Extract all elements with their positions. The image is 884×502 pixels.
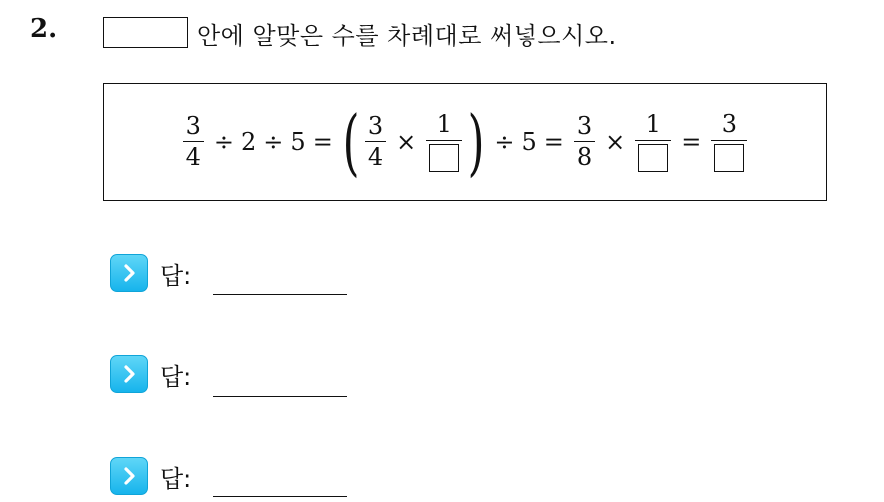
- answer-label: 답:: [160, 362, 192, 391]
- left-paren: (: [342, 100, 360, 184]
- fraction-one-over-blank: 1: [635, 112, 671, 171]
- equals-sign: =: [543, 128, 564, 156]
- blank-square-2[interactable]: [638, 144, 668, 172]
- fraction-one-over-blank: 1: [426, 112, 462, 171]
- question-number: 2.: [30, 14, 58, 44]
- right-paren: ): [467, 100, 485, 184]
- equals-sign: =: [681, 128, 702, 156]
- fraction-three-over-blank: 3: [711, 112, 747, 171]
- answer-row-1: [110, 253, 191, 293]
- equals-sign: =: [312, 128, 333, 156]
- answer-row-3: [110, 456, 191, 496]
- chevron-right-icon: [110, 254, 148, 292]
- fraction-three-fourths: $\frac{3}{4}$: [183, 114, 204, 170]
- equation-box: [103, 83, 827, 201]
- chevron-right-icon: [110, 355, 148, 393]
- number-five: 5: [521, 128, 537, 156]
- number-two: 2: [241, 128, 257, 156]
- answer-label: 답:: [160, 464, 192, 493]
- divide-sign: ÷: [263, 128, 284, 156]
- fraction-three-eighths: $\frac{3}{8}$: [574, 114, 595, 170]
- blank-square-3[interactable]: [714, 144, 744, 172]
- answer-line-1[interactable]: [213, 294, 347, 295]
- divide-sign: ÷: [213, 128, 235, 156]
- divide-sign: ÷: [494, 128, 515, 156]
- question-instruction: 안에 알맞은 수를 차례대로 써넣으시오.: [197, 22, 617, 50]
- times-sign: ×: [396, 128, 417, 156]
- number-five: 5: [290, 128, 306, 156]
- answer-row-2: [110, 354, 191, 394]
- instruction-blank-box: [103, 17, 188, 48]
- times-sign: ×: [605, 128, 626, 156]
- answer-label: 답:: [160, 261, 192, 290]
- blank-square-1[interactable]: [429, 144, 459, 172]
- chevron-right-icon: [110, 457, 148, 495]
- equation: [104, 84, 826, 200]
- answer-line-2[interactable]: [213, 396, 347, 397]
- fraction-three-fourths: $\frac{3}{4}$: [365, 114, 386, 170]
- answer-line-3[interactable]: [213, 496, 347, 497]
